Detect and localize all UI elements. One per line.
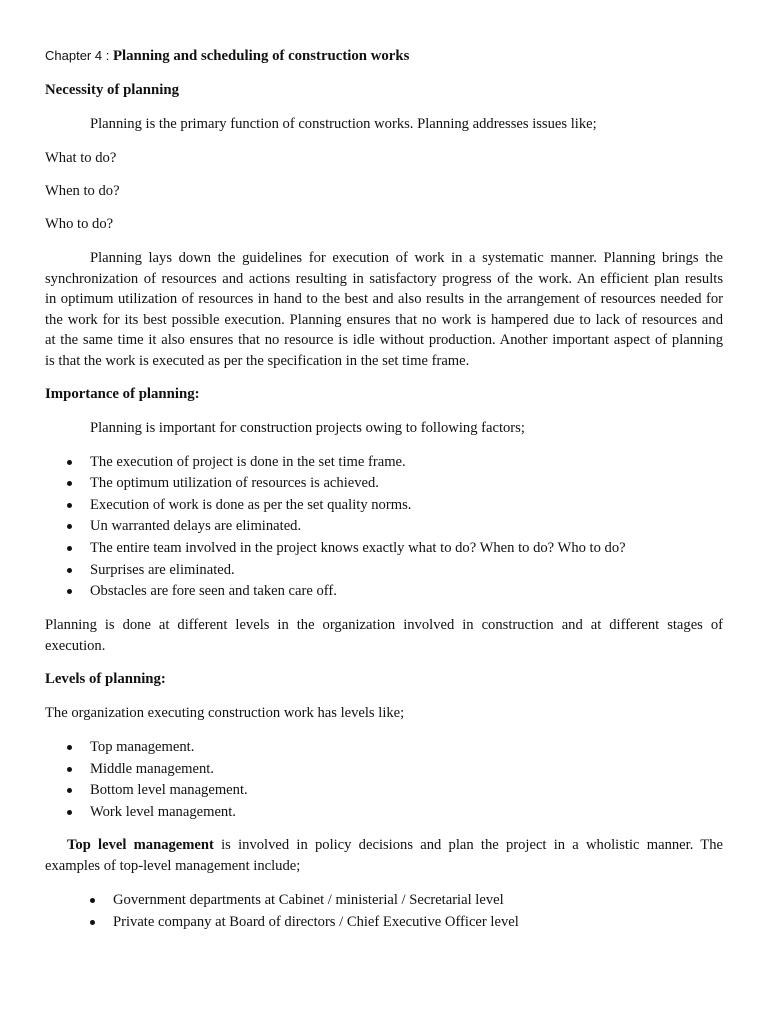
bullet-dot	[67, 810, 72, 815]
list-item: Government departments at Cabinet / ministerial / Secretarial level	[113, 892, 504, 908]
chapter-prefix: Chapter 4 :	[45, 48, 113, 63]
bullet-dot	[67, 589, 72, 594]
top-level-paragraph-line: examples of top-level management include;	[45, 858, 301, 874]
bullet-dot	[90, 898, 95, 903]
list-item: Surprises are eliminated.	[90, 562, 235, 578]
section-heading-levels: Levels of planning:	[45, 671, 166, 687]
levels-intro: The organization executing construction work has levels like;	[45, 705, 405, 721]
necessity-paragraph-line: synchronization of resources and actions resulting in satisfactory progress of the work. An efficient plan results	[45, 271, 723, 287]
importance-closing-line: Planning is done at different levels in the organization involved in construction and at different stages of	[45, 617, 723, 633]
bullet-dot	[67, 788, 72, 793]
list-item: The entire team involved in the project knows exactly what to do? When to do? Who to do?	[90, 540, 626, 556]
necessity-paragraph-line: the work for its best possible execution. Planning ensures that no work is hampered due to lack of resources and	[45, 312, 723, 328]
list-item: Top management.	[90, 739, 195, 755]
bullet-dot	[67, 460, 72, 465]
section-heading-importance: Importance of planning:	[45, 386, 200, 402]
list-item: Execution of work is done as per the set quality norms.	[90, 497, 412, 513]
necessity-paragraph-line: at the same time it also ensures that no resource is idle without production. Another important aspect of planning	[45, 332, 723, 348]
necessity-paragraph-line: Planning lays down the guidelines for execution of work in a systematic manner. Planning brings the	[90, 250, 723, 266]
section-heading-necessity: Necessity of planning	[45, 82, 180, 98]
bullet-dot	[67, 767, 72, 772]
list-item: Private company at Board of directors / Chief Executive Officer level	[113, 914, 519, 930]
chapter-name: Planning and scheduling of construction works	[112, 48, 410, 64]
importance-closing-line: execution.	[45, 638, 106, 654]
bullet-dot	[67, 503, 72, 508]
necessity-intro: Planning is the primary function of construction works. Planning addresses issues like;	[90, 116, 597, 132]
top-level-paragraph-line	[45, 836, 723, 854]
list-item: Obstacles are fore seen and taken care off.	[90, 583, 337, 599]
top-level-term: Top level management	[67, 837, 214, 853]
bullet-dot	[67, 481, 72, 486]
list-item: Bottom level management.	[90, 782, 248, 798]
bullet-dot	[90, 920, 95, 925]
question-who: Who to do?	[45, 216, 114, 232]
question-what: What to do?	[45, 150, 117, 166]
importance-intro: Planning is important for construction projects owing to following factors;	[90, 420, 525, 436]
necessity-paragraph-line: in optimum utilization of resources in hand to the best and also results in the arrangement of resources needed for	[45, 291, 723, 307]
list-item: Un warranted delays are eliminated.	[90, 518, 302, 534]
necessity-paragraph-line: is that the work is executed as per the specification in the set time frame.	[45, 353, 470, 369]
bullet-dot	[67, 546, 72, 551]
bullet-dot	[67, 745, 72, 750]
list-item: The optimum utilization of resources is achieved.	[90, 475, 379, 491]
bullet-dot	[67, 524, 72, 529]
list-item: The execution of project is done in the set time frame.	[90, 454, 406, 470]
question-when: When to do?	[45, 183, 120, 199]
list-item: Middle management.	[90, 761, 215, 777]
top-level-text: is involved in policy decisions and plan the project in a wholistic manner. The	[213, 837, 723, 853]
list-item: Work level management.	[90, 804, 236, 820]
chapter-title	[45, 47, 723, 65]
bullet-dot	[67, 568, 72, 573]
